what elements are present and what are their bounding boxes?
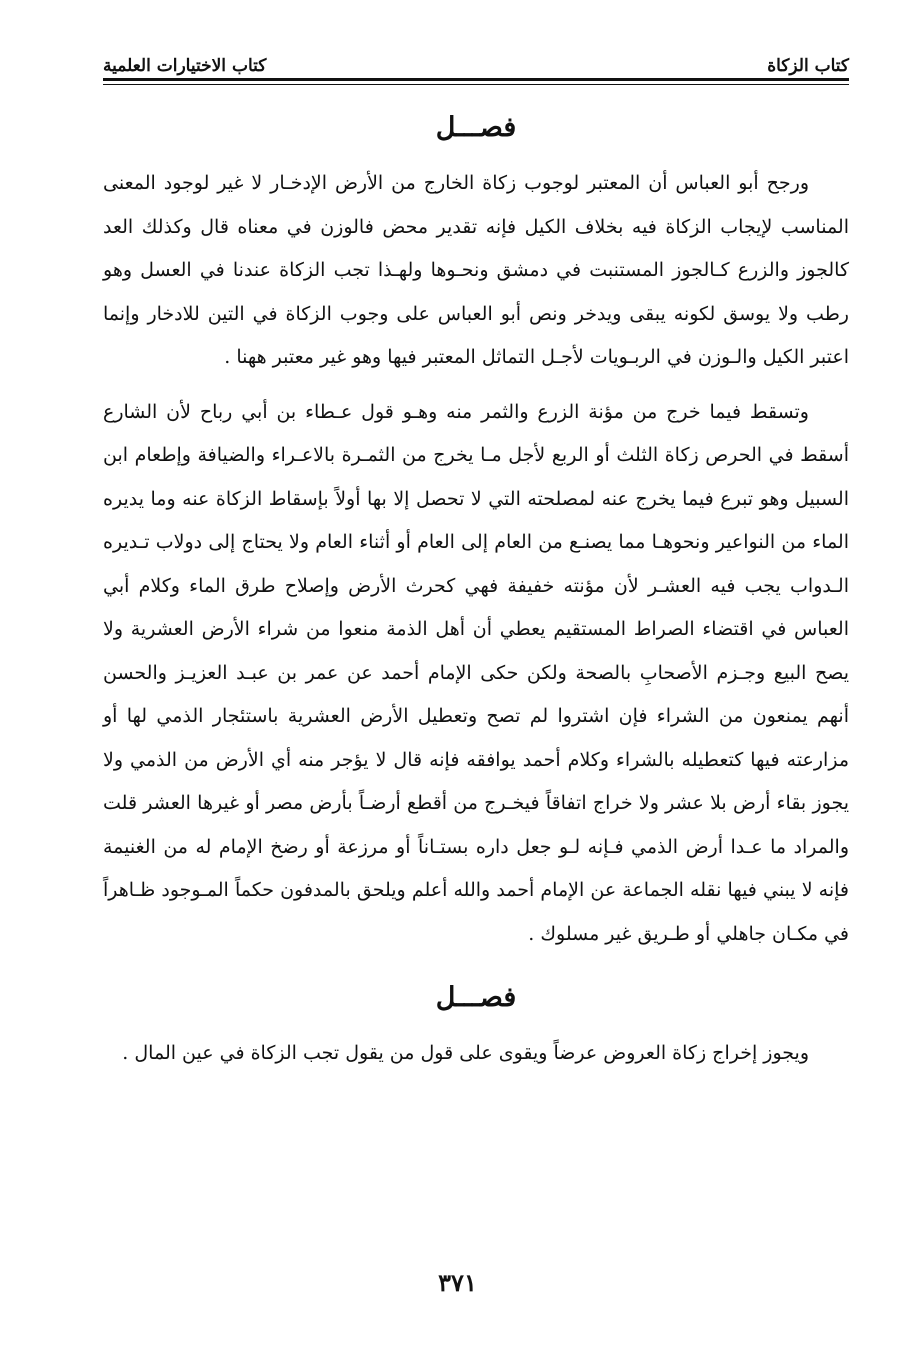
- chapter-title: كتاب الزكاة: [767, 56, 849, 76]
- book-title: كتاب الاختيارات العلمية: [103, 56, 267, 76]
- paragraph: ورجح أبو العباس أن المعتبر لوجوب زكاة الخارج من الأرض الإدخـار لا غير لوجود المعنى المناسب لإيجاب الزكاة فيه بخلاف الكيل فإنه تقدير محض فالوزن في معناه قال وكذلك العد كالجوز والزرع كـالجوز المستنبت في دمشق ونحـوها ولهـذا تجب الزكاة عندنا في العسل وهو رطب ولا يوسق لكونه يبقى ويدخر ونص أبو العباس على وجوب الزكاة في التين للادخار وإنما اعتبر الكيل والـوزن في الربـويات لأجـل التماثل المعتبر فيها وهو غير معتبر ههنا .: [103, 172, 849, 368]
- paragraph: ويجوز إخراج زكاة العروض عرضاً ويقوى على قول من يقول تجب الزكاة في عين المال .: [122, 1042, 809, 1064]
- running-header: [103, 40, 849, 76]
- paragraph: وتسقط فيما خرج من مؤنة الزرع والثمر منه وهـو قول عـطاء بن أبي رباح لأن الشارع أسقط في الحرص زكاة الثلث أو الربع لأجل مـا يخرج من الثمـرة بالاعـراء والضيافة وإطعام ابن السبيل وهو تبرع فيما يخرج عنه لمصلحته التي لا تحصل إلا بها أولاً بإسقاط الزكاة عنه وما يديره الماء من النواعير ونحوهـا مما يصنـع من العام إلى العام أو أثناء العام ولا يحتاج إلى دولاب تـديره الـدواب يجب فيه العشـر لأن مؤنته خفيفة فهي كحرث الأرض وإصلاح طرق الماء وكلام أبي العباس في اقتضاء الصراط المستقيم يعطي أن أهل الذمة منعوا من شراء الأرض العشرية ولا يصح البيع وجـزم الأصحابِ بالصحة ولكن حكى الإمام أحمد عن عمر بن عبـد العزيـز والحسن أنهم يمنعون من الشراء فإن اشتروا لم تصح وتعطيل الأرض العشرية باستئجار الذمي لها أو مزارعته فيها كتعطيله بالشراء وكلام أحمد يوافقه فإنه قال لا يؤجر منه أي الأرض من الذمي ولا يجوز بقاء أرض بلا عشر ولا خراج اتفاقاً فيخـرج من أقطع أرضـاً بأرض مصر أو غيرها العشر قلت والمراد ما عـدا أرض الذمي فـإنه لـو جعل داره بستـاناً أو مرزعة أو رضخ الإمام له من الغنيمة فإنه لا يبني فيها نقله الجماعة عن الإمام أحمد والله أعلم ويلحق بالمدفون حكماً المـوجود ظـاهراً في مكـان جاهلي أو طـريق غير مسلوك .: [103, 400, 849, 945]
- page-body: [103, 108, 849, 1087]
- page-number: ٣٧١: [438, 1268, 477, 1297]
- header-rule-thin: [103, 84, 849, 85]
- section-title: فصـــل: [435, 112, 517, 143]
- header-rule-thick: [103, 78, 849, 81]
- section-title: فصـــل: [435, 982, 517, 1013]
